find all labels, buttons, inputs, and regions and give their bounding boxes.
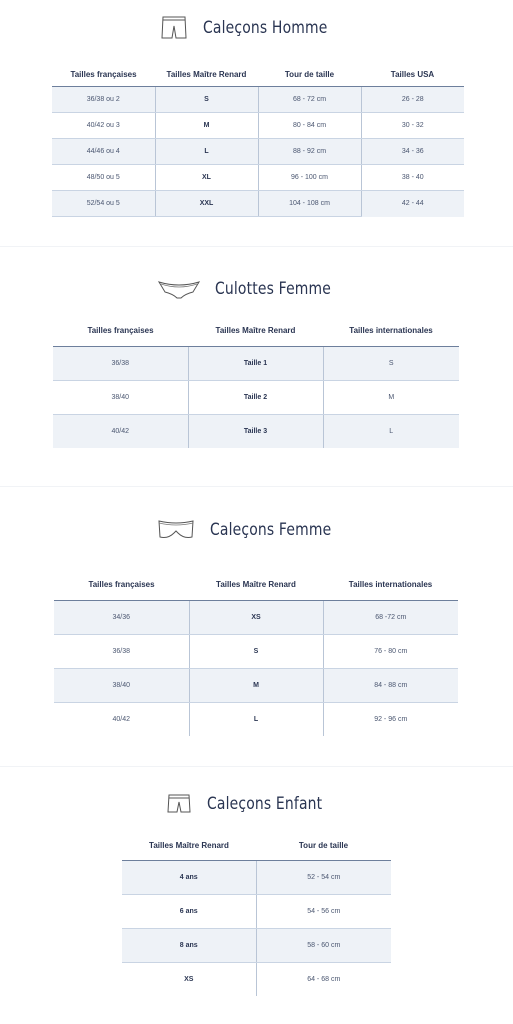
column-header: Tailles Maître Renard bbox=[188, 315, 323, 346]
table-cell: 104 - 108 cm bbox=[258, 191, 361, 217]
table-cell: 40/42 bbox=[53, 414, 188, 448]
table-cell: Taille 3 bbox=[188, 414, 323, 448]
kids-shorts-icon bbox=[165, 792, 193, 816]
size-table-calecons-femme bbox=[54, 570, 458, 736]
table-cell: 30 - 32 bbox=[361, 113, 464, 139]
table-row bbox=[122, 894, 391, 928]
table-cell: M bbox=[189, 668, 323, 702]
briefs-icon bbox=[157, 278, 201, 300]
table-cell: 6 ans bbox=[122, 894, 256, 928]
table-row bbox=[53, 346, 459, 380]
table-row bbox=[52, 113, 464, 139]
table-cell: L bbox=[189, 702, 323, 736]
table-cell: 48/50 ou 5 bbox=[52, 165, 155, 191]
table-cell: 88 - 92 cm bbox=[258, 139, 361, 165]
section-divider bbox=[0, 246, 513, 247]
table-row bbox=[52, 87, 464, 113]
table-cell: M bbox=[323, 380, 459, 414]
table-cell: S bbox=[323, 346, 459, 380]
table-cell: 36/38 bbox=[54, 634, 189, 668]
table-cell: 58 - 60 cm bbox=[256, 928, 391, 962]
table-cell: 34/36 bbox=[54, 600, 189, 634]
table-cell: M bbox=[155, 113, 258, 139]
table-cell: XS bbox=[184, 975, 194, 983]
section-title-row bbox=[0, 784, 513, 824]
table-cell: XS bbox=[189, 600, 323, 634]
table-row bbox=[122, 962, 391, 996]
table-cell: L bbox=[323, 414, 459, 448]
table-cell: 68 - 72 cm bbox=[258, 87, 361, 113]
table-cell: Taille 1 bbox=[188, 346, 323, 380]
table-cell: 38/40 bbox=[54, 668, 189, 702]
table-cell: S bbox=[189, 634, 323, 668]
table-cell: XXL bbox=[155, 191, 258, 217]
table-cell: 52 - 54 cm bbox=[256, 860, 391, 894]
table-cell: 40/42 ou 3 bbox=[52, 113, 155, 139]
table-cell: 40/42 bbox=[112, 715, 131, 723]
column-header: Tour de taille bbox=[256, 832, 391, 860]
column-header: Tailles Maître Renard bbox=[155, 62, 258, 87]
table-cell: 38 - 40 bbox=[361, 165, 464, 191]
size-table-calecons-enfant bbox=[122, 832, 391, 996]
table-row bbox=[122, 928, 391, 962]
women-shorts-icon bbox=[156, 517, 196, 543]
table-cell: 68 -72 cm bbox=[323, 600, 458, 634]
column-header: Tour de taille bbox=[258, 62, 361, 87]
size-table-culottes-femme bbox=[53, 315, 459, 448]
table-row bbox=[53, 414, 459, 448]
table-cell: 44/46 ou 4 bbox=[52, 139, 155, 165]
table-cell: 42 - 44 bbox=[361, 191, 464, 217]
section-title-row bbox=[0, 269, 513, 309]
table-cell: 26 - 28 bbox=[361, 87, 464, 113]
table-row bbox=[54, 634, 458, 668]
section-title-row bbox=[0, 510, 513, 550]
table-cell: S bbox=[155, 87, 258, 113]
table-row bbox=[54, 702, 458, 736]
table-row bbox=[54, 668, 458, 702]
table-cell: 4 ans bbox=[122, 860, 256, 894]
column-header: Tailles Maître Renard bbox=[122, 832, 256, 860]
table-cell: L bbox=[155, 139, 258, 165]
table-cell: 96 - 100 cm bbox=[258, 165, 361, 191]
section-title: Caleçons Homme bbox=[202, 18, 328, 38]
column-header: Tailles USA bbox=[361, 62, 464, 87]
section-title: Culottes Femme bbox=[214, 279, 331, 299]
table-cell: 64 - 68 cm bbox=[256, 962, 391, 996]
section-culottes-femme bbox=[0, 269, 513, 309]
column-header: Tailles françaises bbox=[53, 315, 188, 346]
table-cell: XL bbox=[155, 165, 258, 191]
table-cell: 84 - 88 cm bbox=[323, 668, 458, 702]
table-row bbox=[54, 600, 458, 634]
section-title: Caleçons Enfant bbox=[207, 794, 323, 814]
section-title: Caleçons Femme bbox=[209, 520, 331, 540]
table-cell: 54 - 56 cm bbox=[256, 894, 391, 928]
column-header: Tailles françaises bbox=[54, 570, 189, 600]
table-cell: 34 - 36 bbox=[361, 139, 464, 165]
section-divider bbox=[0, 766, 513, 767]
section-calecons-femme bbox=[0, 510, 513, 550]
section-divider bbox=[0, 486, 513, 487]
section-title-row bbox=[0, 8, 513, 48]
table-row bbox=[52, 191, 464, 217]
table-row bbox=[52, 165, 464, 191]
table-cell: 36/38 bbox=[53, 346, 188, 380]
table-cell: 76 - 80 cm bbox=[323, 634, 458, 668]
column-header: Tailles internationales bbox=[323, 570, 458, 600]
table-cell: 38/40 bbox=[53, 380, 188, 414]
table-cell: Taille 2 bbox=[188, 380, 323, 414]
size-table-calecons-homme bbox=[52, 62, 464, 217]
section-calecons-homme bbox=[0, 8, 513, 48]
table-cell: 36/38 ou 2 bbox=[52, 87, 155, 113]
table-cell: 8 ans bbox=[122, 928, 256, 962]
table-cell: 52/54 ou 5 bbox=[52, 191, 155, 217]
section-calecons-enfant bbox=[0, 784, 513, 824]
table-cell: 92 - 96 cm bbox=[323, 702, 458, 736]
table-row bbox=[122, 860, 391, 894]
table-row bbox=[52, 139, 464, 165]
column-header: Tailles internationales bbox=[323, 315, 459, 346]
table-row bbox=[53, 380, 459, 414]
table-cell: 80 - 84 cm bbox=[258, 113, 361, 139]
column-header: Tailles Maître Renard bbox=[189, 570, 323, 600]
column-header: Tailles françaises bbox=[52, 62, 155, 87]
boxer-shorts-icon bbox=[159, 14, 189, 42]
